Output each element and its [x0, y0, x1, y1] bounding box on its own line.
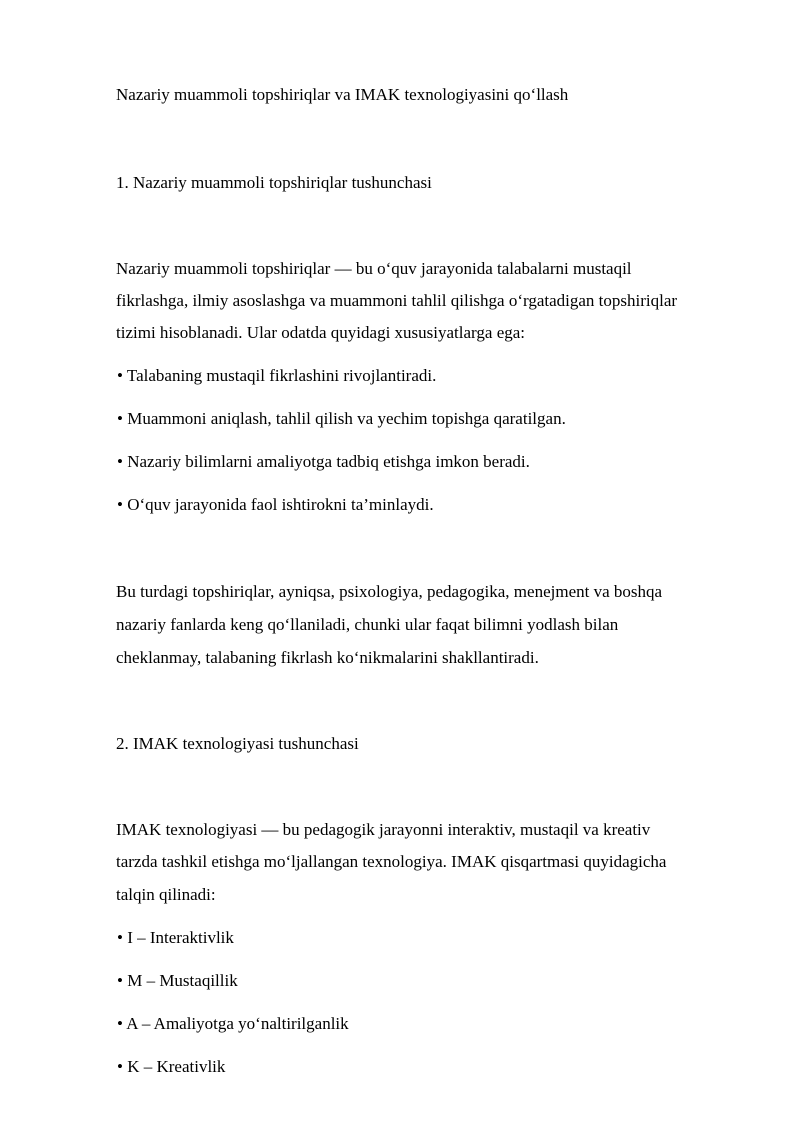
- section-1-paragraph-1-line: tizimi hisoblanadi. Ular odatda quyidagi xususiyatlarga ega:: [116, 323, 526, 342]
- section-2-paragraph-1-line: talqin qilinadi:: [116, 885, 216, 904]
- section-1-heading: 1. Nazariy muammoli topshiriqlar tushunchasi: [116, 173, 432, 192]
- section-1-paragraph-2-line: Bu turdagi topshiriqlar, ayniqsa, psixologiya, pedagogika, menejment va boshqa: [116, 582, 663, 601]
- section-2-bullet: • I – Interaktivlik: [117, 928, 234, 947]
- document-title: Nazariy muammoli topshiriqlar va IMAK texnologiyasini qo‘llash: [116, 85, 569, 104]
- section-2-bullet: • A – Amaliyotga yo‘naltirilganlik: [117, 1014, 349, 1033]
- section-1-paragraph-2-line: cheklanmay, talabaning fikrlash ko‘nikmalarini shakllantiradi.: [116, 648, 539, 667]
- section-1-paragraph-1-line: Nazariy muammoli topshiriqlar — bu o‘quv jarayonida talabalarni mustaqil: [116, 259, 632, 278]
- section-2-paragraph-1-line: tarzda tashkil etishga mo‘ljallangan texnologiya. IMAK qisqartmasi quyidagicha: [116, 852, 667, 871]
- section-2-bullet: • M – Mustaqillik: [117, 971, 238, 990]
- section-1-paragraph-1-line: fikrlashga, ilmiy asoslashga va muammoni tahlil qilishga o‘rgatadigan topshiriqlar: [116, 291, 678, 310]
- section-1-paragraph-2-line: nazariy fanlarda keng qo‘llaniladi, chunki ular faqat bilimni yodlash bilan: [116, 615, 619, 634]
- section-1-bullet: • Muammoni aniqlash, tahlil qilish va yechim topishga qaratilgan.: [117, 409, 566, 428]
- section-2-heading: 2. IMAK texnologiyasi tushunchasi: [116, 734, 359, 753]
- section-2-paragraph-1-line: IMAK texnologiyasi — bu pedagogik jarayonni interaktiv, mustaqil va kreativ: [116, 820, 651, 839]
- section-1-bullet: • O‘quv jarayonida faol ishtirokni ta’minlaydi.: [117, 495, 434, 514]
- section-1-bullet: • Talabaning mustaqil fikrlashini rivojlantiradi.: [117, 366, 437, 385]
- section-1-bullet: • Nazariy bilimlarni amaliyotga tadbiq etishga imkon beradi.: [117, 452, 530, 471]
- section-2-bullet: • K – Kreativlik: [117, 1057, 226, 1076]
